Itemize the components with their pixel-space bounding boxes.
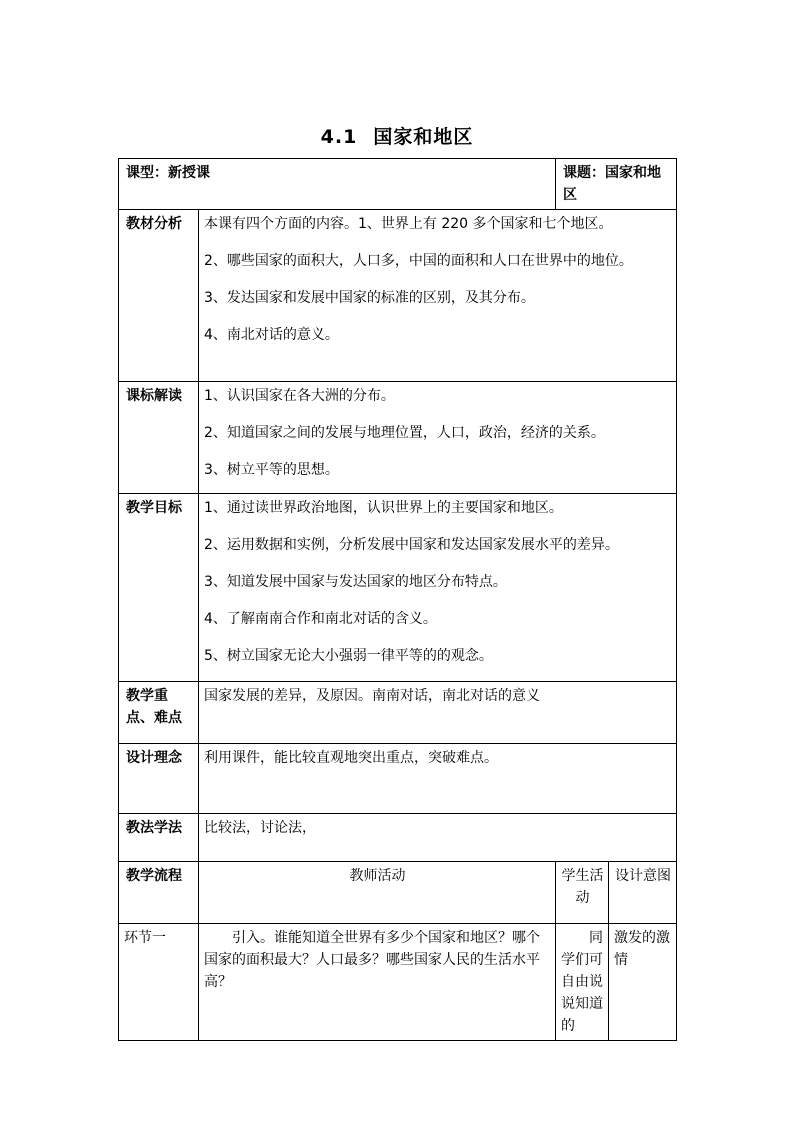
material-row [119,210,677,382]
goals-line: 2、运用数据和实例，分析发展中国家和发达国家发展水平的差异。 [204,537,619,553]
goals-row [119,494,677,682]
key-points-content: 国家发展的差异，及原因。南南对话，南北对话的意义 [199,682,677,744]
flow-header-row [119,862,677,924]
goals-content [199,494,677,682]
standard-line: 2、知道国家之间的发展与地理位置，人口，政治，经济的关系。 [204,425,605,441]
goals-label: 教学目标 [119,494,199,682]
standard-label: 课标解读 [119,382,199,494]
standard-line: 3、树立平等的思想。 [204,462,339,478]
title-number: 4.1 [320,126,358,148]
lesson-topic: 课题：国家和地区 [556,159,677,210]
standard-line: 1、认识国家在各大洲的分布。 [204,388,395,404]
lesson-plan-table [118,158,677,1041]
title-text: 国家和地区 [373,126,474,148]
flow-col-teacher: 教师活动 [199,862,556,924]
material-label: 教材分析 [119,210,199,382]
goals-line: 4、了解南南合作和南北对话的含义。 [204,611,437,627]
flow-row [119,924,677,1041]
methods-content: 比较法，讨论法， [199,814,677,862]
flow-design-intent: 激发的激情 [609,924,677,1041]
goals-line: 1、通过读世界政治地图，认识世界上的主要国家和地区。 [204,500,563,516]
page-title [0,122,794,149]
flow-student-activity: 同学们可自由说说知道的 [556,924,609,1041]
standard-content [199,382,677,494]
material-line: 2、哪些国家的面积大，人口多，中国的面积和人口在世界中的地位。 [204,253,633,269]
methods-label: 教法学法 [119,814,199,862]
design-content: 利用课件，能比较直观地突出重点，突破难点。 [199,744,677,814]
standard-row [119,382,677,494]
material-line: 本课有四个方面的内容。1、世界上有 220 多个国家和七个地区。 [204,216,613,232]
material-line: 4、南北对话的意义。 [204,327,339,343]
material-content [199,210,677,382]
header-row [119,159,677,210]
flow-label: 教学流程 [119,862,199,924]
methods-row [119,814,677,862]
flow-col-student: 学生活动 [556,862,609,924]
lesson-type: 课型：新授课 [119,159,556,210]
flow-teacher-activity: 引入。谁能知道全世界有多少个国家和地区？哪个国家的面积最大？人口最多？哪些国家人民的生活水平高？ [199,924,556,1041]
key-points-label: 教学重点、难点 [119,682,199,744]
flow-stage: 环节一 [119,924,199,1041]
goals-line: 5、树立国家无论大小强弱一律平等的的观念。 [204,648,493,664]
goals-line: 3、知道发展中国家与发达国家的地区分布特点。 [204,574,507,590]
design-label: 设计理念 [119,744,199,814]
flow-col-intent: 设计意图 [609,862,677,924]
key-points-row [119,682,677,744]
design-row [119,744,677,814]
material-line: 3、发达国家和发展中国家的标准的区别，及其分布。 [204,290,535,306]
